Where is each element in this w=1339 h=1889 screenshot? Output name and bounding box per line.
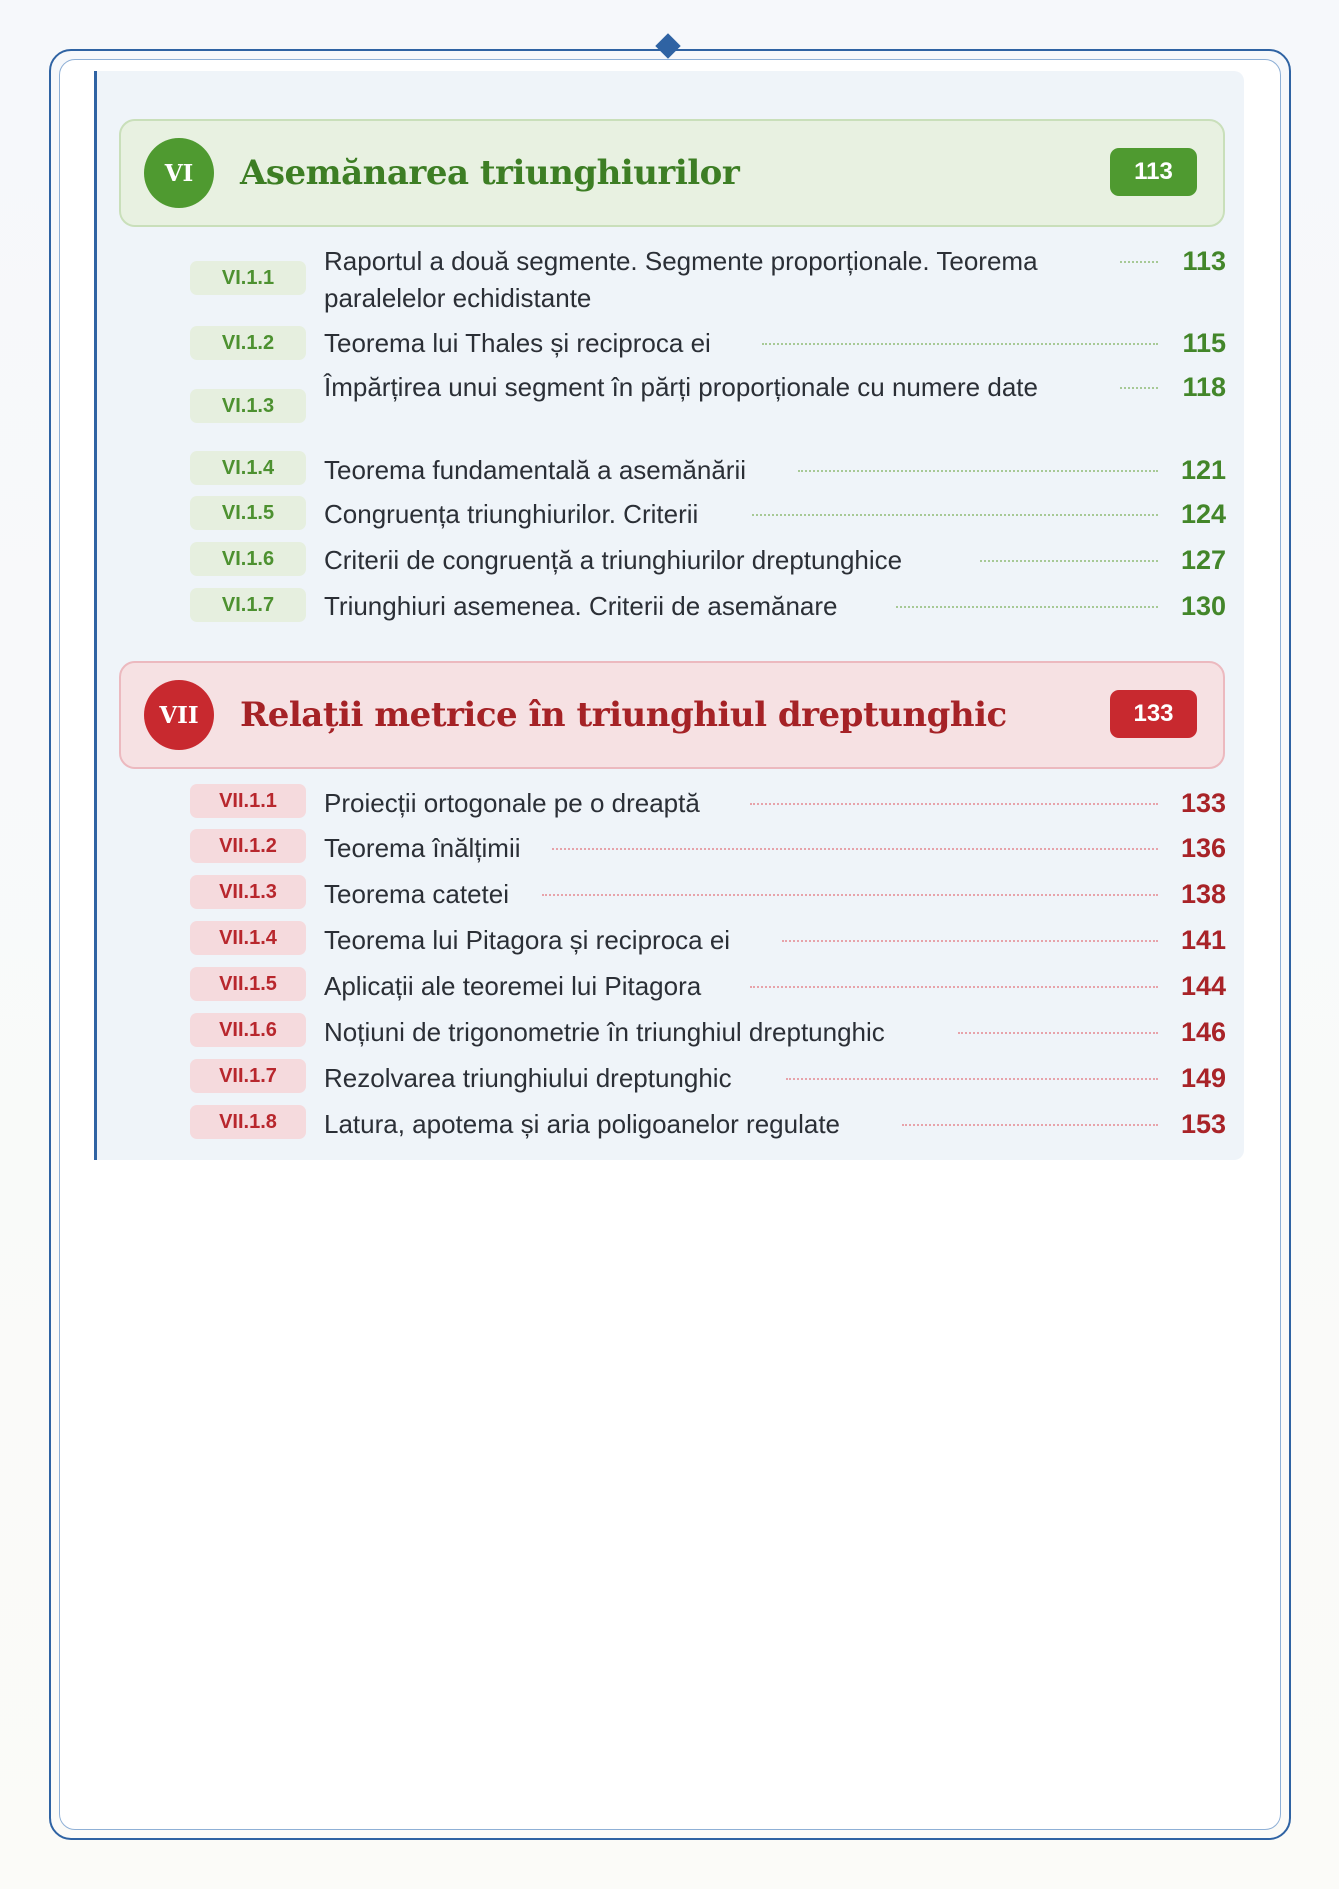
chapter-header-vii[interactable] [119, 661, 1225, 769]
section-code-badge: VII.1.4 [190, 921, 306, 955]
section-page: 141 [1180, 925, 1226, 955]
toc-entry[interactable] [190, 496, 1226, 533]
dot-leader [782, 940, 1158, 942]
toc-entry[interactable] [190, 325, 1226, 362]
chapter-page-badge: 113 [1110, 148, 1197, 196]
section-code-badge: VI.1.3 [190, 389, 306, 423]
toc-entry[interactable] [190, 1014, 1226, 1051]
section-code-badge: VII.1.3 [190, 875, 306, 909]
section-page: 124 [1180, 499, 1226, 529]
section-title: Teorema catetei [324, 879, 509, 909]
chapter-header-vi[interactable] [119, 119, 1225, 227]
toc-entry[interactable] [190, 785, 1226, 822]
toc-entry[interactable] [190, 830, 1226, 867]
section-page: 146 [1180, 1017, 1226, 1047]
chapter-number-badge: VI [144, 138, 214, 208]
section-code-badge: VII.1.8 [190, 1105, 306, 1139]
toc-entry[interactable] [190, 1060, 1226, 1097]
dot-leader [786, 1078, 1158, 1080]
toc-entry[interactable] [190, 968, 1226, 1005]
section-code-badge: VII.1.5 [190, 967, 306, 1001]
section-title: Teorema fundamentală a asemănării [324, 455, 747, 485]
section-page: 138 [1180, 879, 1226, 909]
section-page: 149 [1180, 1063, 1226, 1093]
dot-leader [958, 1032, 1158, 1034]
toc-entry[interactable] [190, 542, 1226, 579]
section-page: 118 [1182, 372, 1226, 402]
section-title: Triunghiuri asemenea. Criterii de asemănare [324, 591, 838, 621]
toc-entry[interactable] [190, 452, 1226, 489]
section-code-badge: VI.1.6 [190, 542, 306, 576]
section-title: Latura, apotema și aria poligoanelor regulate [324, 1109, 841, 1139]
section-page: 115 [1182, 328, 1226, 358]
section-title: Aplicații ale teoremei lui Pitagora [324, 971, 702, 1001]
section-title: Rezolvarea triunghiului dreptunghic [324, 1063, 732, 1093]
section-code-badge: VI.1.7 [190, 588, 306, 622]
section-title: Teorema lui Pitagora și reciproca ei [324, 925, 731, 955]
section-code-badge: VI.1.2 [190, 326, 306, 360]
section-title: Împărțirea unui segment în părți proporționale cu numere date [324, 372, 1038, 402]
section-code-badge: VI.1.1 [190, 261, 306, 295]
dot-leader [552, 848, 1158, 850]
dot-leader [762, 343, 1158, 345]
toc-entry[interactable] [190, 369, 1226, 443]
section-code-badge: VI.1.5 [190, 496, 306, 530]
section-page: 133 [1180, 788, 1226, 818]
chapter-title: Relații metrice în triunghiul dreptunghic [240, 695, 1007, 735]
dot-leader [896, 606, 1158, 608]
dot-leader [750, 803, 1158, 805]
section-page: 144 [1180, 971, 1226, 1001]
section-title: Criterii de congruență a triunghiurilor dreptunghice [324, 545, 903, 575]
section-title: Noțiuni de trigonometrie în triunghiul dreptunghic [324, 1017, 885, 1047]
chapter-number-badge: VII [144, 680, 214, 750]
section-code-badge: VII.1.6 [190, 1013, 306, 1047]
section-page: 121 [1180, 455, 1226, 485]
chapter-page-badge: 133 [1110, 690, 1197, 738]
dot-leader [750, 986, 1158, 988]
section-title: Proiecții ortogonale pe o dreaptă [324, 788, 700, 818]
dot-leader [980, 560, 1158, 562]
section-title: Teorema înălțimii [324, 833, 521, 863]
section-page: 136 [1180, 833, 1226, 863]
section-code-badge: VII.1.1 [190, 784, 306, 818]
section-page: 113 [1182, 246, 1226, 276]
section-page: 127 [1180, 545, 1226, 575]
toc-entry[interactable] [190, 1106, 1226, 1143]
section-title: Raportul a două segmente. Segmente proporționale. Teorema paralelelor echidistante [324, 246, 1038, 313]
toc-entry[interactable] [190, 588, 1226, 625]
section-page: 130 [1180, 591, 1226, 621]
toc-entry[interactable] [190, 876, 1226, 913]
dot-leader [542, 894, 1158, 896]
dot-leader [1120, 387, 1158, 389]
section-title: Teorema lui Thales și reciproca ei [324, 328, 711, 358]
chapter-title: Asemănarea triunghiurilor [240, 153, 740, 193]
section-code-badge: VII.1.2 [190, 829, 306, 863]
toc-entry[interactable] [190, 243, 1226, 317]
section-page: 153 [1180, 1109, 1226, 1139]
toc-entry[interactable] [190, 922, 1226, 959]
dot-leader [902, 1124, 1158, 1126]
section-title: Congruența triunghiurilor. Criterii [324, 499, 699, 529]
section-code-badge: VI.1.4 [190, 451, 306, 485]
dot-leader [798, 470, 1158, 472]
dot-leader [1120, 261, 1158, 263]
dot-leader [752, 514, 1158, 516]
section-code-badge: VII.1.7 [190, 1059, 306, 1093]
